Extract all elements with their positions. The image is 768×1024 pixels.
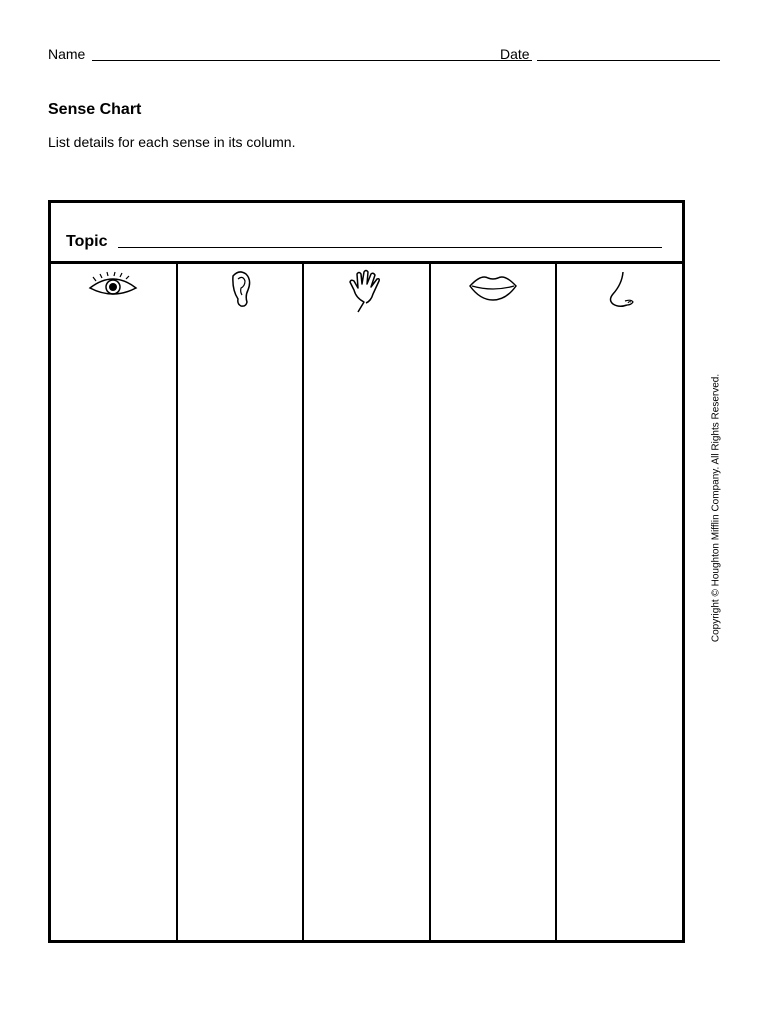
sense-columns: [51, 264, 682, 940]
instructions: List details for each sense in its column.: [48, 134, 296, 150]
topic-field[interactable]: [118, 247, 662, 248]
topic-row: [51, 203, 682, 264]
topic-label: Topic: [66, 233, 108, 250]
date-field[interactable]: [537, 60, 720, 61]
column-touch[interactable]: [304, 264, 431, 940]
header-line: [48, 46, 720, 66]
column-hear[interactable]: [178, 264, 305, 940]
hand-icon: [344, 268, 388, 314]
sense-chart: [48, 200, 685, 943]
column-taste[interactable]: [431, 264, 558, 940]
ear-icon: [225, 268, 255, 310]
lips-icon: [466, 268, 520, 302]
name-field[interactable]: [92, 60, 532, 61]
column-see[interactable]: [51, 264, 178, 940]
name-label: Name: [48, 46, 86, 62]
date-label: Date: [500, 46, 530, 62]
copyright-notice: Copyright © Houghton Mifflin Company. All Rights Reserved.: [710, 373, 722, 643]
column-smell[interactable]: [557, 264, 682, 940]
page-title: Sense Chart: [48, 101, 142, 118]
eye-icon: [86, 268, 140, 300]
nose-icon: [603, 268, 637, 312]
